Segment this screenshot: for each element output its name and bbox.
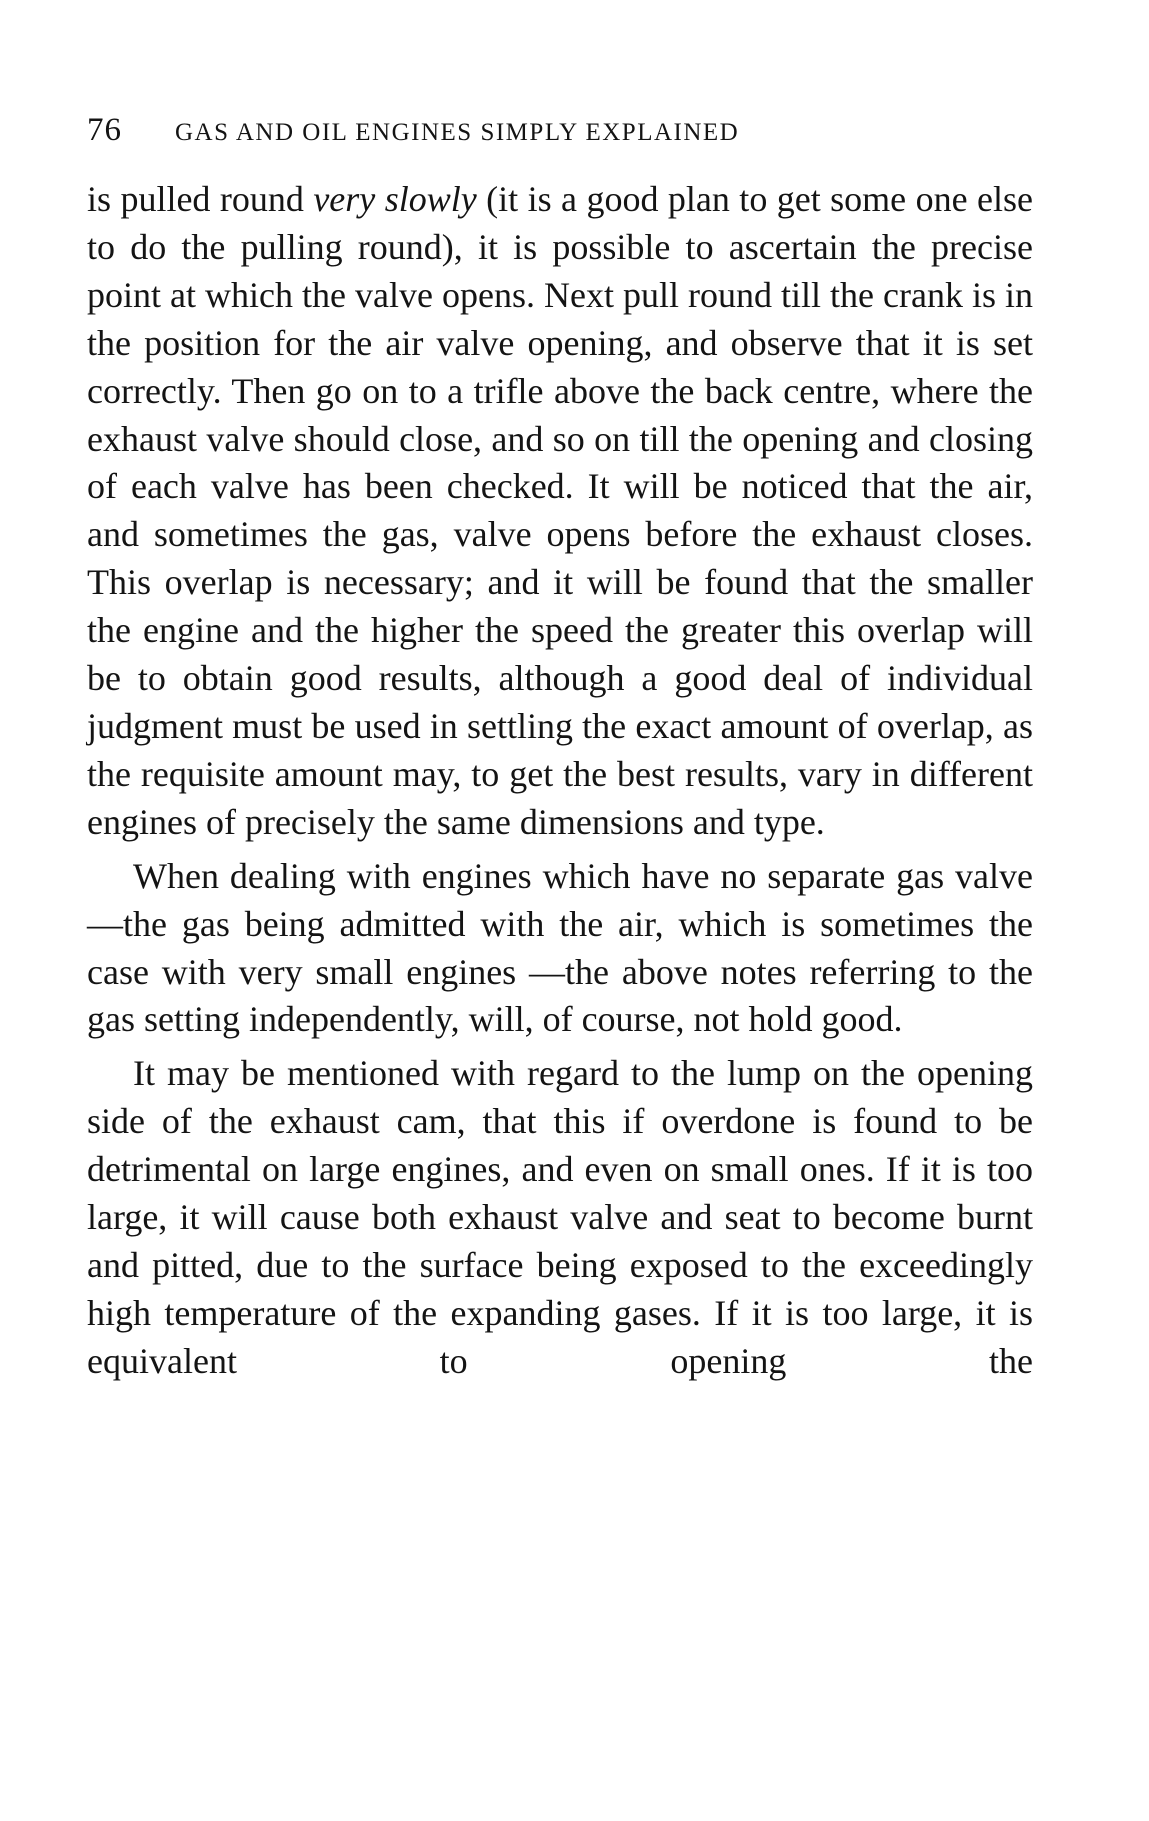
paragraph-1-emphasis: very slowly bbox=[313, 179, 477, 219]
paragraph-1 bbox=[87, 176, 1033, 847]
running-head bbox=[87, 112, 1033, 152]
running-title: GAS AND OIL ENGINES SIMPLY EXPLAINED bbox=[175, 119, 740, 146]
page-number: 76 bbox=[87, 112, 122, 148]
paragraph-2: When dealing with engines which have no separate gas valve—the gas being admitted with the air, which is sometimes the case with very small engines —the above notes referring to the gas setting independently, will, of course, not hold good. bbox=[87, 855, 1033, 1040]
paragraph-1-lead: is pulled round bbox=[87, 179, 314, 219]
paragraph-3: It may be mentioned with regard to the lump on the opening side of the exhaust cam, that this if overdone is found to be detrimental on large engines, and even on small ones. If it is too large, it will cause both exhaust valve and seat to become burnt and pitted, due to the surface being exposed to the exceedingly high temperature of the expanding gases. If it is too large, it is equivalent to opening the bbox=[87, 1053, 1033, 1381]
paragraph-1-body: (it is a good plan to get some one else to do the pulling round), it is possible to ascertain the precise point at which the valve opens. Next pull round till the crank is in the position for the air valve opening, and observe that it is set correctly. Then go on to a trifle above the back centre, where the exhaust valve should close, and so on till the opening and closing of each valve has been checked. It will be noticed that the air, and sometimes the gas, valve opens before the exhaust closes. This overlap is necessary; and it will be found that the smaller the engine and the higher the speed the greater this overlap will be to obtain good results, although a good deal of individual judgment must be used in settling the exact amount of overlap, as the requisite amount may, to get the best results, vary in different engines of precisely the same dimensions and type. bbox=[87, 179, 1033, 842]
book-page bbox=[87, 112, 1033, 1386]
